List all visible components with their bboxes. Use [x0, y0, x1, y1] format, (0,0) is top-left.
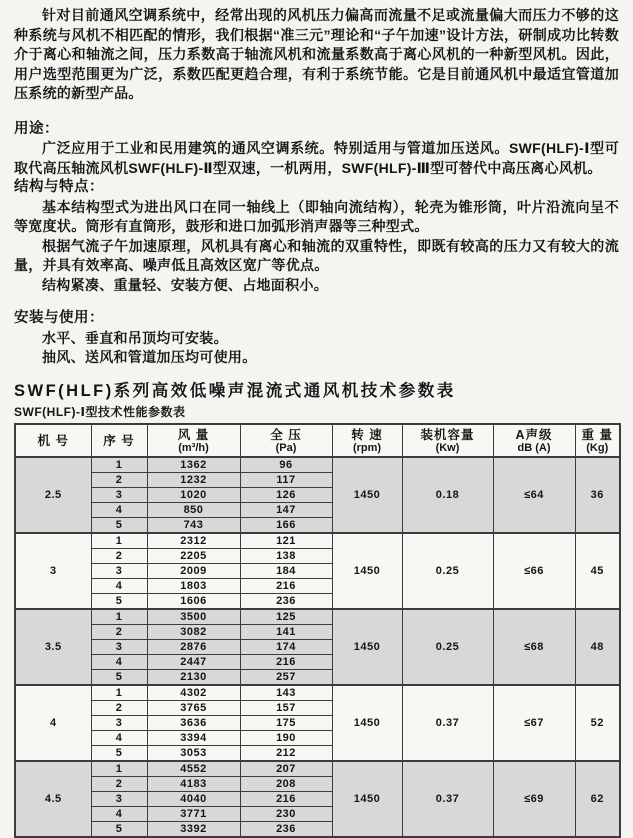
column-header: 机 号: [15, 424, 91, 457]
flow-cell: 2876: [147, 639, 240, 654]
noise-cell: ≤69: [493, 761, 575, 837]
column-header: A声级 dB (A): [493, 424, 575, 457]
weight-cell: 62: [575, 761, 620, 837]
flow-cell: 2009: [147, 563, 240, 578]
seq-cell: 5: [91, 821, 147, 837]
pressure-cell: 147: [240, 502, 332, 517]
pressure-cell: 121: [240, 533, 332, 549]
weight-cell: 36: [575, 457, 620, 533]
seq-cell: 3: [91, 791, 147, 806]
column-header: 序 号: [91, 424, 147, 457]
table-row: [15, 457, 620, 473]
seq-cell: 4: [91, 578, 147, 593]
seq-cell: 2: [91, 548, 147, 563]
pressure-cell: 143: [240, 685, 332, 701]
speed-cell: 1450: [332, 533, 402, 609]
power-cell: 0.18: [402, 457, 493, 533]
power-cell: 0.37: [402, 685, 493, 761]
seq-cell: 1: [91, 457, 147, 473]
seq-cell: 1: [91, 609, 147, 625]
flow-cell: 1803: [147, 578, 240, 593]
seq-cell: 3: [91, 487, 147, 502]
pressure-cell: 216: [240, 791, 332, 806]
flow-cell: 1606: [147, 593, 240, 609]
install-paragraph-1: 水平、垂直和吊顶均可安装。: [42, 329, 228, 346]
flow-cell: 2312: [147, 533, 240, 549]
table-row: [15, 533, 620, 549]
seq-cell: 3: [91, 639, 147, 654]
column-header: 重 量 (Kg): [575, 424, 620, 457]
seq-cell: 3: [91, 715, 147, 730]
spec-table: [14, 423, 621, 838]
model-cell: 2.5: [15, 457, 91, 533]
flow-cell: 4040: [147, 791, 240, 806]
column-header: 转 速 (rpm): [332, 424, 402, 457]
flow-cell: 2447: [147, 654, 240, 669]
structure-paragraph-2: 根据气流子午加速原理，风机具有离心和轴流的双重特性，即既有较高的压力又有较大的流量，并具有效率高、噪声低且高效区宽广等优点。: [14, 237, 619, 273]
flow-cell: 1362: [147, 457, 240, 473]
pressure-cell: 125: [240, 609, 332, 625]
pressure-cell: 236: [240, 593, 332, 609]
flow-cell: 3082: [147, 624, 240, 639]
pressure-cell: 207: [240, 761, 332, 777]
weight-cell: 48: [575, 609, 620, 685]
seq-cell: 2: [91, 624, 147, 639]
flow-cell: 850: [147, 502, 240, 517]
pressure-cell: 166: [240, 517, 332, 533]
table-title: SWF(HLF)系列高效低噪声混流式通风机技术参数表: [14, 381, 456, 400]
intro-paragraph: 针对目前通风空调系统中，经常出现的风机压力偏高而流量不足或流量偏大而压力不够的这种系统与风机不相匹配的情形，我们根据“准三元”理论和“子午加速”设计方法，研制成功比转数介于离心和轴流之间，压力系数高于轴流风机和流量系数高于离心风机的一种新型风机。因此，用户选型范围更为广泛，系数匹配更趋合理，有利于系统节能。它是目前通风机中最适宜管道加压系统的新型产品。: [14, 7, 619, 101]
seq-cell: 5: [91, 593, 147, 609]
seq-cell: 4: [91, 502, 147, 517]
speed-cell: 1450: [332, 457, 402, 533]
pressure-cell: 236: [240, 821, 332, 837]
power-cell: 0.25: [402, 533, 493, 609]
table-row: [15, 609, 620, 625]
pressure-cell: 141: [240, 624, 332, 639]
pressure-cell: 216: [240, 654, 332, 669]
speed-cell: 1450: [332, 685, 402, 761]
flow-cell: 1232: [147, 472, 240, 487]
section-heading-usage: 用途：: [14, 120, 59, 137]
weight-cell: 52: [575, 685, 620, 761]
spec-table-header-row: [15, 424, 620, 457]
model-cell: 4.5: [15, 761, 91, 837]
pressure-cell: 212: [240, 745, 332, 761]
flow-cell: 3636: [147, 715, 240, 730]
speed-cell: 1450: [332, 609, 402, 685]
column-header: 风 量 (m³/h): [147, 424, 240, 457]
column-header: 全 压 (Pa): [240, 424, 332, 457]
seq-cell: 5: [91, 669, 147, 685]
flow-cell: 3394: [147, 730, 240, 745]
flow-cell: 3053: [147, 745, 240, 761]
install-paragraph-2: 抽风、送风和管道加压均可使用。: [42, 349, 257, 365]
pressure-cell: 157: [240, 700, 332, 715]
pressure-cell: 230: [240, 806, 332, 821]
model-cell: 3.5: [15, 609, 91, 685]
pressure-cell: 257: [240, 669, 332, 685]
seq-cell: 4: [91, 806, 147, 821]
flow-cell: 3392: [147, 821, 240, 837]
flow-cell: 4302: [147, 685, 240, 701]
seq-cell: 1: [91, 761, 147, 777]
table-subtitle: SWF(HLF)-Ⅰ型技术性能参数表: [14, 404, 186, 419]
pressure-cell: 126: [240, 487, 332, 502]
table-row: [15, 761, 620, 777]
pressure-cell: 96: [240, 457, 332, 473]
pressure-cell: 216: [240, 578, 332, 593]
usage-paragraph: 广泛应用于工业和民用建筑的通风空调系统。特别适用与管道加压送风。SWF(HLF)-Ⅰ型可取代高压轴流风机SWF(HLF)-Ⅱ型双速，一机两用，SWF(HLF)-Ⅲ型可替代中高压离心风机。: [14, 140, 619, 176]
flow-cell: 3771: [147, 806, 240, 821]
structure-paragraph-1: 基本结构型式为进出风口在同一轴线上（即轴向流结构），轮壳为锥形筒，叶片沿流向呈不等宽度状。筒形有直筒形，鼓形和进口加弧形消声器等三种型式。: [14, 198, 619, 234]
pressure-cell: 174: [240, 639, 332, 654]
noise-cell: ≤66: [493, 533, 575, 609]
noise-cell: ≤68: [493, 609, 575, 685]
power-cell: 0.25: [402, 609, 493, 685]
seq-cell: 5: [91, 517, 147, 533]
structure-paragraph-3: 结构紧凑、重量轻、安装方便、占地面积小。: [42, 276, 328, 293]
column-header: 装机容量 (Kw): [402, 424, 493, 457]
seq-cell: 2: [91, 700, 147, 715]
pressure-cell: 184: [240, 563, 332, 578]
flow-cell: 2205: [147, 548, 240, 563]
seq-cell: 3: [91, 563, 147, 578]
seq-cell: 2: [91, 776, 147, 791]
flow-cell: 2130: [147, 669, 240, 685]
speed-cell: 1450: [332, 761, 402, 837]
power-cell: 0.37: [402, 761, 493, 837]
pressure-cell: 117: [240, 472, 332, 487]
spec-table-body: [15, 457, 620, 837]
table-row: [15, 685, 620, 701]
pressure-cell: 190: [240, 730, 332, 745]
seq-cell: 1: [91, 533, 147, 549]
flow-cell: 3765: [147, 700, 240, 715]
model-cell: 3: [15, 533, 91, 609]
weight-cell: 45: [575, 533, 620, 609]
section-heading-structure: 结构与特点：: [14, 179, 104, 195]
seq-cell: 4: [91, 730, 147, 745]
seq-cell: 4: [91, 654, 147, 669]
noise-cell: ≤67: [493, 685, 575, 761]
flow-cell: 743: [147, 517, 240, 533]
seq-cell: 1: [91, 685, 147, 701]
pressure-cell: 208: [240, 776, 332, 791]
pressure-cell: 138: [240, 548, 332, 563]
flow-cell: 1020: [147, 487, 240, 502]
flow-cell: 3500: [147, 609, 240, 625]
model-cell: 4: [15, 685, 91, 761]
flow-cell: 4552: [147, 761, 240, 777]
section-heading-install: 安装与使用：: [14, 310, 104, 326]
seq-cell: 2: [91, 472, 147, 487]
seq-cell: 5: [91, 745, 147, 761]
pressure-cell: 175: [240, 715, 332, 730]
flow-cell: 4183: [147, 776, 240, 791]
noise-cell: ≤64: [493, 457, 575, 533]
